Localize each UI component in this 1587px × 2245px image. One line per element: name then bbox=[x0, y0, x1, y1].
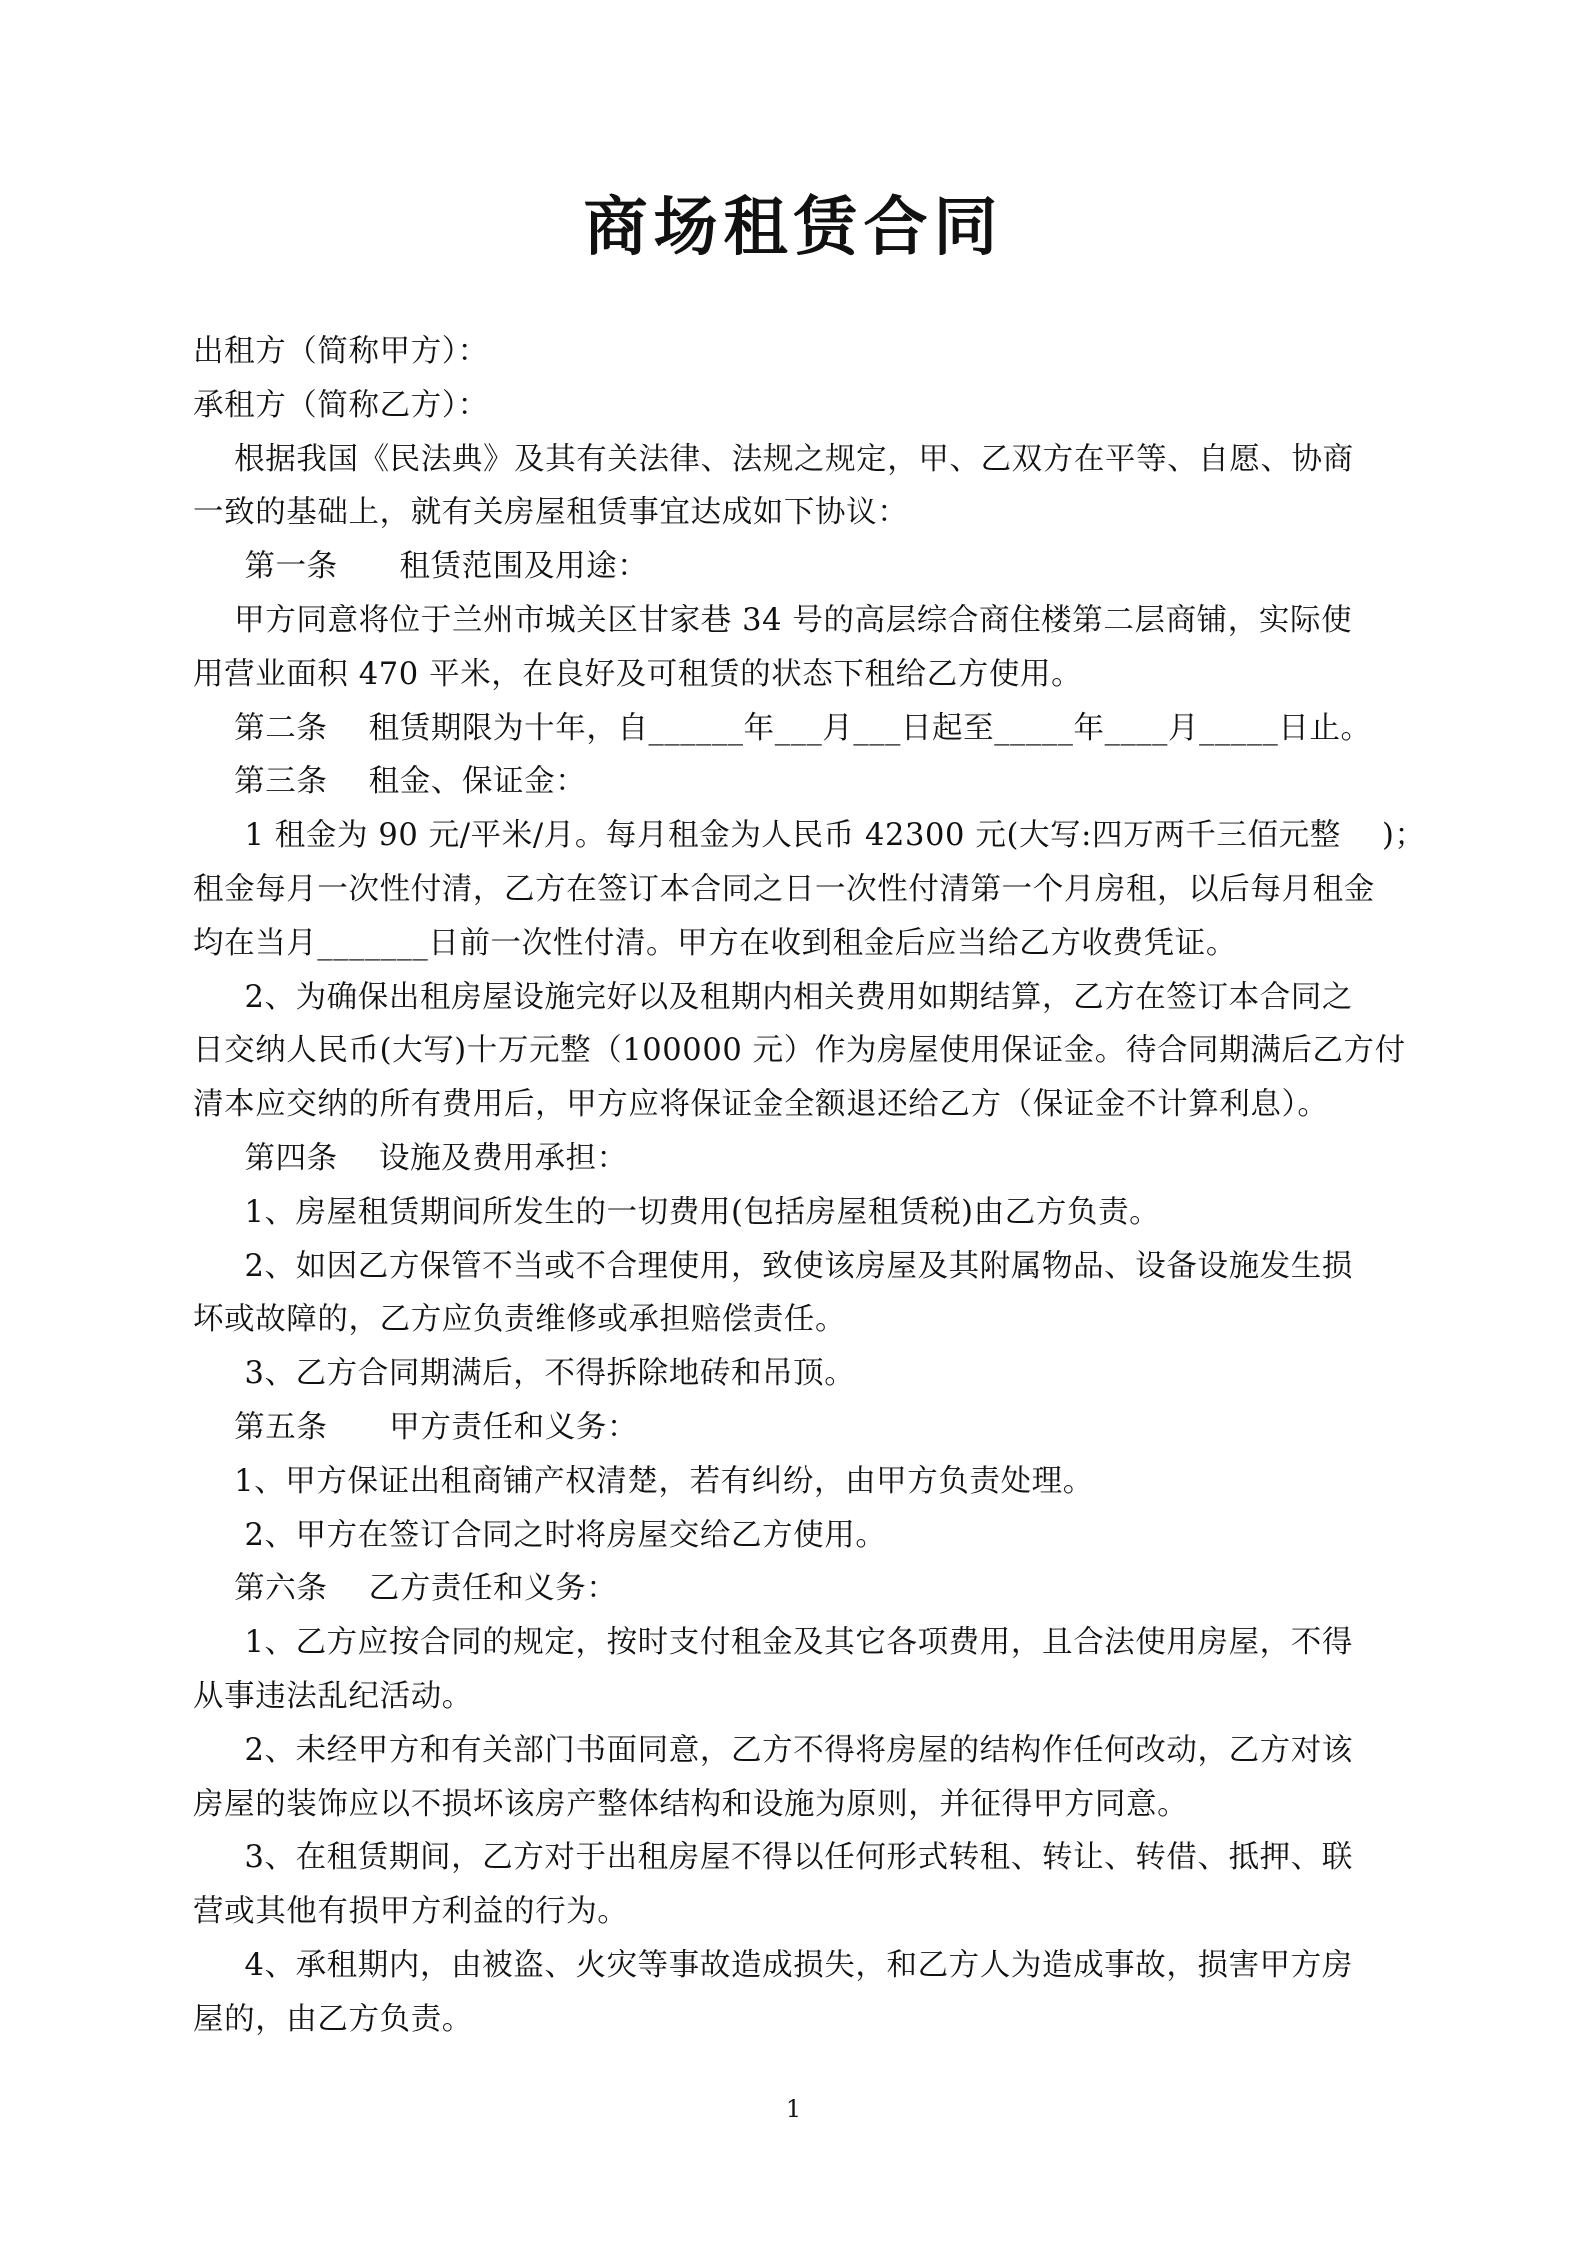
document-title: 商场租赁合同 bbox=[583, 190, 1004, 265]
page-number: 1 bbox=[785, 2095, 802, 2123]
text-line: 4、承租期内，由被盗、火灾等事故造成损失，和乙方人为造成事故，损害甲方房 bbox=[193, 1947, 1353, 1983]
text-line: 第一条 租赁范围及用途： bbox=[193, 549, 649, 585]
document-body bbox=[193, 325, 1426, 2047]
text-line: 用营业面积 470 平米，在良好及可租赁的状态下租给乙方使用。 bbox=[193, 656, 1083, 692]
text-line: 3、在租赁期间，乙方对于出租房屋不得以任何形式转租、转让、转借、抵押、联 bbox=[193, 1840, 1353, 1876]
text-line: 均在当月_______日前一次性付清。甲方在收到租金后应当给乙方收费凭证。 bbox=[193, 925, 1237, 961]
text-line: 坏或故障的，乙方应负责维修或承担赔偿责任。 bbox=[193, 1302, 847, 1338]
text-line: 第六条 乙方责任和义务： bbox=[193, 1571, 618, 1607]
text-line: 出租方（简称甲方）： bbox=[193, 334, 489, 369]
text-line: 第四条 设施及费用承担： bbox=[193, 1140, 628, 1176]
text-line: 日交纳人民币(大写)十万元整（100000 元）作为房屋使用保证金。待合同期满后乙方付 bbox=[193, 1033, 1406, 1069]
text-line: 一致的基础上，就有关房屋租赁事宜达成如下协议： bbox=[193, 495, 909, 531]
text-line: 屋的，由乙方负责。 bbox=[193, 2001, 473, 2037]
text-line: 营或其他有损甲方利益的行为。 bbox=[193, 1894, 629, 1930]
text-line: 承租方（简称乙方）： bbox=[193, 387, 489, 423]
text-line: 2、未经甲方和有关部门书面同意，乙方不得将房屋的结构作任何改动，乙方对该 bbox=[193, 1732, 1353, 1768]
text-line: 3、乙方合同期满后，不得拆除地砖和吊顶。 bbox=[193, 1356, 856, 1392]
text-line: 从事违法乱纪活动。 bbox=[193, 1678, 473, 1714]
text-line: 1 租金为 90 元/平米/月。每月租金为人民币 42300 元(大写:四万两千三佰元整 )； bbox=[193, 818, 1426, 854]
text-line: 第五条 甲方责任和义务： bbox=[193, 1409, 639, 1445]
text-line: 2、为确保出租房屋设施完好以及租期内相关费用如期结算，乙方在签订本合同之 bbox=[193, 979, 1353, 1015]
text-line: 2、如因乙方保管不当或不合理使用，致使该房屋及其附属物品、设备设施发生损 bbox=[193, 1248, 1353, 1284]
text-line: 租金每月一次性付清，乙方在签订本合同之日一次性付清第一个月房租，以后每月租金 bbox=[193, 871, 1375, 907]
text-line: 房屋的装饰应以不损坏该房产整体结构和设施为原则，并征得甲方同意。 bbox=[193, 1786, 1189, 1822]
text-line: 2、甲方在签订合同之时将房屋交给乙方使用。 bbox=[193, 1517, 887, 1553]
text-line: 第二条 租赁期限为十年，自______年___月___日起至_____年____月_____日止。 bbox=[193, 710, 1372, 746]
text-line: 清本应交纳的所有费用后，甲方应将保证金全额退还给乙方（保证金不计算利息）。 bbox=[193, 1087, 1329, 1123]
text-line: 第三条 租金、保证金： bbox=[193, 764, 587, 800]
text-line: 根据我国《民法典》及其有关法律、法规之规定，甲、乙双方在平等、自愿、协商 bbox=[193, 441, 1354, 477]
text-line: 甲方同意将位于兰州市城关区甘家巷 34 号的高层综合商住楼第二层商铺，实际使 bbox=[193, 602, 1353, 638]
text-line: 1、乙方应按合同的规定，按时支付租金及其它各项费用，且合法使用房屋，不得 bbox=[193, 1625, 1353, 1661]
text-line: 1、甲方保证出租商铺产权清楚，若有纠纷，由甲方负责处理。 bbox=[193, 1463, 1094, 1499]
text-line: 1、房屋租赁期间所发生的一切费用(包括房屋租赁税)由乙方负责。 bbox=[193, 1194, 1161, 1230]
